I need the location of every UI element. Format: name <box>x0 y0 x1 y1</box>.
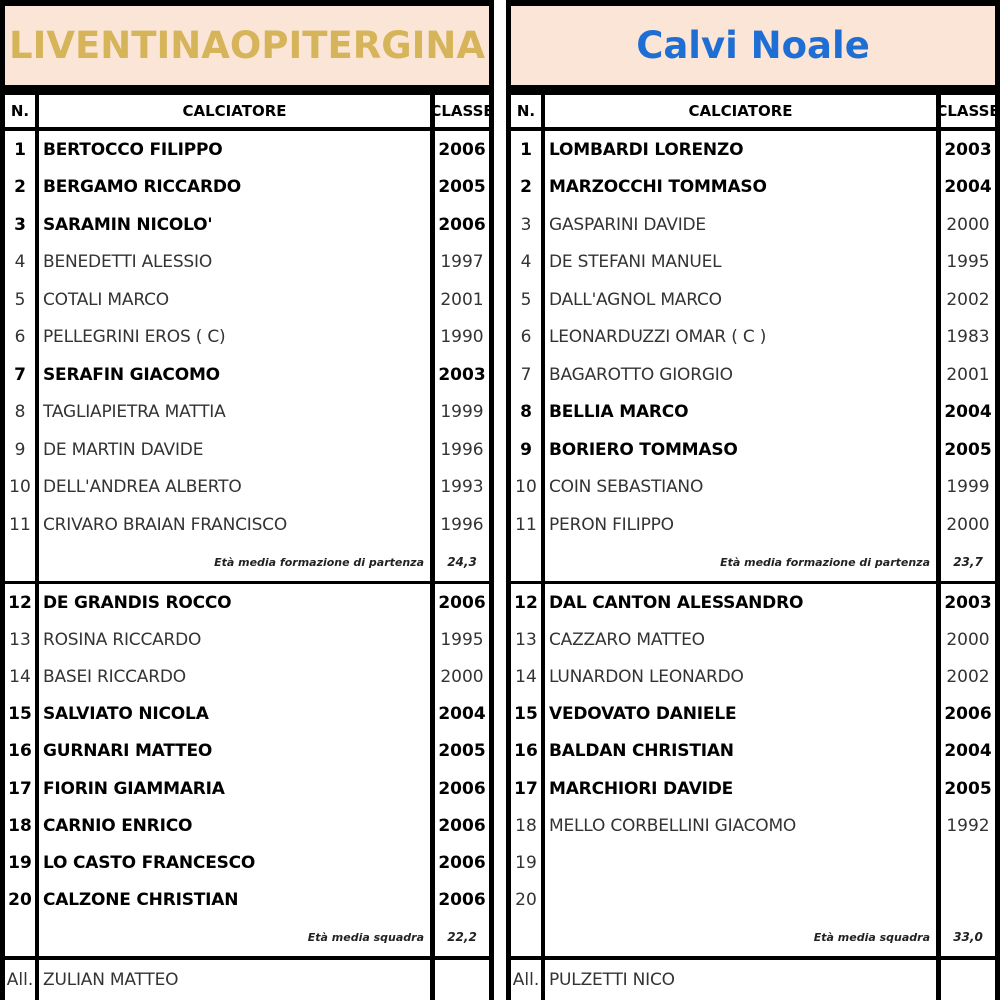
player-year: 1997 <box>435 244 489 282</box>
player-name: SERAFIN GIACOMO <box>39 356 430 394</box>
player-number: 19 <box>5 844 35 881</box>
player-year: 2002 <box>941 658 995 695</box>
player-name: ROSINA RICCARDO <box>39 621 430 658</box>
player-year: 2005 <box>435 169 489 207</box>
player-number: 1 <box>511 131 541 169</box>
player-number: 15 <box>511 696 541 733</box>
player-year: 1990 <box>435 319 489 357</box>
player-year: 2001 <box>941 356 995 394</box>
starting-average-label: Età media formazione di partenza <box>39 544 430 582</box>
player-name: PERON FILIPPO <box>545 506 936 544</box>
header-number: N. <box>5 95 35 127</box>
player-year: 2001 <box>435 281 489 319</box>
player-year <box>941 882 995 919</box>
starting-average-value: 24,3 <box>435 544 489 582</box>
team-average-label: Età media squadra <box>545 919 936 956</box>
header-class: CLASSE <box>941 95 995 127</box>
player-name: LEONARDUZZI OMAR ( C ) <box>545 319 936 357</box>
player-name: TAGLIAPIETRA MATTIA <box>39 394 430 432</box>
team-table-liventinaopitergina <box>0 0 494 1000</box>
player-number: 19 <box>511 844 541 881</box>
player-name: CARNIO ENRICO <box>39 807 430 844</box>
player-year: 2000 <box>941 206 995 244</box>
player-number: 13 <box>511 621 541 658</box>
starting-average-value: 23,7 <box>941 544 995 582</box>
player-name: BENEDETTI ALESSIO <box>39 244 430 282</box>
coach-label: All. <box>5 960 35 1000</box>
player-name: BERTOCCO FILIPPO <box>39 131 430 169</box>
player-number: 6 <box>511 319 541 357</box>
player-name: SALVIATO NICOLA <box>39 696 430 733</box>
player-name: BASEI RICCARDO <box>39 658 430 695</box>
player-number: 8 <box>5 394 35 432</box>
player-name: GURNARI MATTEO <box>39 733 430 770</box>
player-number: 20 <box>511 882 541 919</box>
starting-average-label: Età media formazione di partenza <box>545 544 936 582</box>
player-name: LUNARDON LEONARDO <box>545 658 936 695</box>
player-year: 2005 <box>435 733 489 770</box>
player-year: 2006 <box>435 131 489 169</box>
coach-empty-cell <box>941 960 995 1000</box>
coach-label: All. <box>511 960 541 1000</box>
player-name: CRIVARO BRAIAN FRANCISCO <box>39 506 430 544</box>
player-number: 18 <box>5 807 35 844</box>
player-number: 7 <box>511 356 541 394</box>
player-year: 1995 <box>941 244 995 282</box>
player-year: 2004 <box>941 733 995 770</box>
player-name: BALDAN CHRISTIAN <box>545 733 936 770</box>
player-year: 2003 <box>941 584 995 621</box>
player-year: 1999 <box>435 394 489 432</box>
team-title: LIVENTINAOPITERGINA <box>5 6 489 85</box>
coach-name: ZULIAN MATTEO <box>39 960 430 1000</box>
player-name: MARZOCCHI TOMMASO <box>545 169 936 207</box>
player-number: 12 <box>5 584 35 621</box>
player-year: 1995 <box>435 621 489 658</box>
team-table-calvi-noale <box>506 0 1000 1000</box>
player-number: 17 <box>5 770 35 807</box>
player-name: PELLEGRINI EROS ( C) <box>39 319 430 357</box>
player-number: 14 <box>5 658 35 695</box>
player-number: 7 <box>5 356 35 394</box>
player-number: 13 <box>5 621 35 658</box>
player-number: 5 <box>511 281 541 319</box>
player-name: COIN SEBASTIANO <box>545 469 936 507</box>
player-number: 4 <box>5 244 35 282</box>
coach-empty-cell <box>435 960 489 1000</box>
header-number: N. <box>511 95 541 127</box>
player-number: 3 <box>5 206 35 244</box>
player-name: SARAMIN NICOLO' <box>39 206 430 244</box>
player-number: 20 <box>5 882 35 919</box>
player-name: DAL CANTON ALESSANDRO <box>545 584 936 621</box>
player-name: VEDOVATO DANIELE <box>545 696 936 733</box>
player-name: BELLIA MARCO <box>545 394 936 432</box>
player-year: 2005 <box>941 431 995 469</box>
player-number: 12 <box>511 584 541 621</box>
player-name: DELL'ANDREA ALBERTO <box>39 469 430 507</box>
player-year: 2006 <box>941 696 995 733</box>
player-name: GASPARINI DAVIDE <box>545 206 936 244</box>
player-name: COTALI MARCO <box>39 281 430 319</box>
player-name: BERGAMO RICCARDO <box>39 169 430 207</box>
player-name <box>545 882 936 919</box>
player-number: 4 <box>511 244 541 282</box>
player-year: 2002 <box>941 281 995 319</box>
player-name: MELLO CORBELLINI GIACOMO <box>545 807 936 844</box>
player-year: 2006 <box>435 807 489 844</box>
player-name: CALZONE CHRISTIAN <box>39 882 430 919</box>
player-number: 10 <box>511 469 541 507</box>
team-average-value: 22,2 <box>435 919 489 956</box>
team-average-label: Età media squadra <box>39 919 430 956</box>
player-year: 2006 <box>435 882 489 919</box>
player-number: 3 <box>511 206 541 244</box>
player-year: 1996 <box>435 431 489 469</box>
player-name: CAZZARO MATTEO <box>545 621 936 658</box>
player-year: 2000 <box>941 506 995 544</box>
player-year: 2006 <box>435 770 489 807</box>
player-number: 2 <box>511 169 541 207</box>
player-year: 2003 <box>435 356 489 394</box>
player-year: 1983 <box>941 319 995 357</box>
player-year: 1993 <box>435 469 489 507</box>
player-number: 11 <box>5 506 35 544</box>
player-year: 2003 <box>941 131 995 169</box>
player-name: LO CASTO FRANCESCO <box>39 844 430 881</box>
player-name: BORIERO TOMMASO <box>545 431 936 469</box>
team-title: Calvi Noale <box>511 6 995 85</box>
player-year: 2000 <box>435 658 489 695</box>
player-year: 2006 <box>435 584 489 621</box>
player-name: BAGAROTTO GIORGIO <box>545 356 936 394</box>
player-name: DALL'AGNOL MARCO <box>545 281 936 319</box>
player-year <box>941 844 995 881</box>
player-number: 18 <box>511 807 541 844</box>
player-number: 16 <box>511 733 541 770</box>
player-number: 9 <box>511 431 541 469</box>
player-year: 2000 <box>941 621 995 658</box>
player-number: 11 <box>511 506 541 544</box>
header-class: CLASSE <box>435 95 489 127</box>
player-number: 16 <box>5 733 35 770</box>
player-name: MARCHIORI DAVIDE <box>545 770 936 807</box>
player-name: FIORIN GIAMMARIA <box>39 770 430 807</box>
header-player: CALCIATORE <box>39 95 430 127</box>
player-name: DE GRANDIS ROCCO <box>39 584 430 621</box>
player-name <box>545 844 936 881</box>
player-name: DE MARTIN DAVIDE <box>39 431 430 469</box>
player-number: 5 <box>5 281 35 319</box>
player-year: 1996 <box>435 506 489 544</box>
player-number: 6 <box>5 319 35 357</box>
player-name: LOMBARDI LORENZO <box>545 131 936 169</box>
player-number: 2 <box>5 169 35 207</box>
player-number: 17 <box>511 770 541 807</box>
header-player: CALCIATORE <box>545 95 936 127</box>
player-year: 1992 <box>941 807 995 844</box>
player-number: 9 <box>5 431 35 469</box>
player-number: 14 <box>511 658 541 695</box>
player-year: 1999 <box>941 469 995 507</box>
player-number: 10 <box>5 469 35 507</box>
player-number: 1 <box>5 131 35 169</box>
player-year: 2004 <box>941 169 995 207</box>
player-name: DE STEFANI MANUEL <box>545 244 936 282</box>
player-year: 2005 <box>941 770 995 807</box>
player-number: 8 <box>511 394 541 432</box>
player-year: 2006 <box>435 206 489 244</box>
player-year: 2006 <box>435 844 489 881</box>
player-year: 2004 <box>435 696 489 733</box>
player-year: 2004 <box>941 394 995 432</box>
coach-name: PULZETTI NICO <box>545 960 936 1000</box>
team-average-value: 33,0 <box>941 919 995 956</box>
player-number: 15 <box>5 696 35 733</box>
